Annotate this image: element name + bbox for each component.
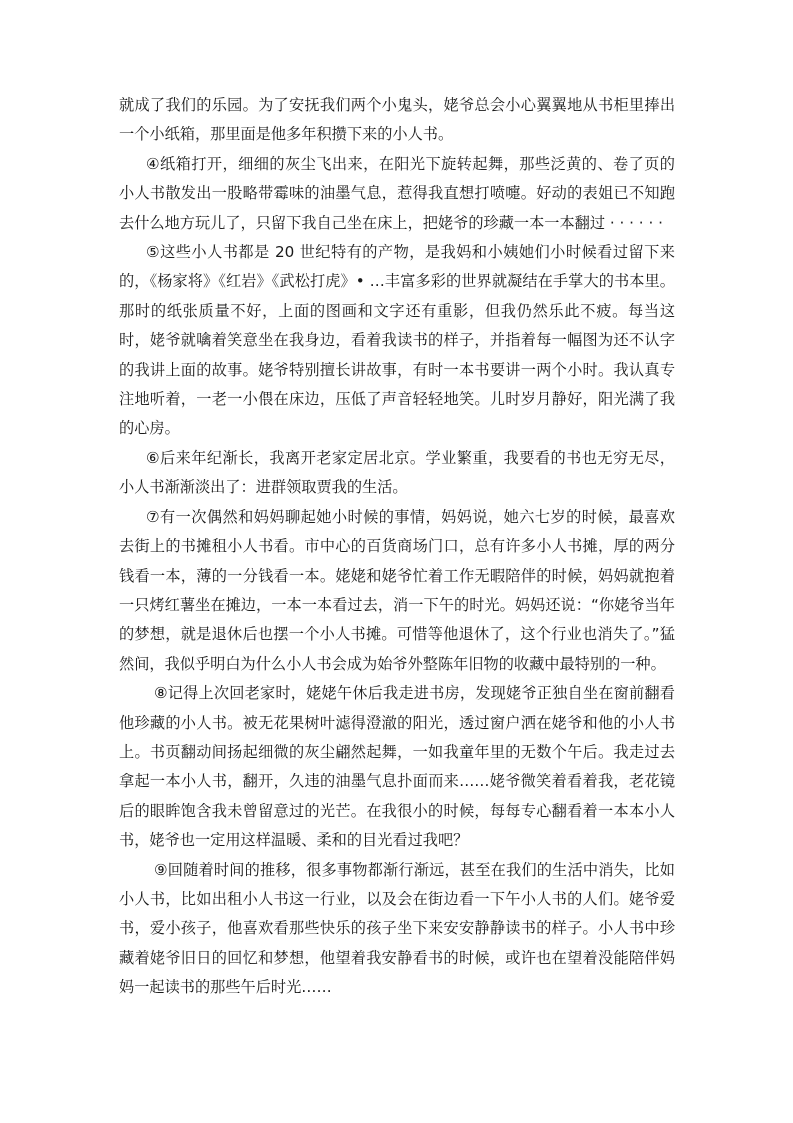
paragraph-3-continuation: 就成了我们的乐园。为了安抚我们两个小鬼头，姥爷总会小心翼翼地从书柜里捧出一个小纸箱，那里面是他多年积攒下来的小人书。 [119,96,675,144]
paragraph-4: ④纸箱打开，细细的灰尘飞出来，在阳光下旋转起舞，那些泛黄的、卷了页的小人书散发出一股略带霉味的油墨气息，惹得我直想打喷嚏。好动的表姐已不知跑去什么地方玩儿了，只留下我自己坐在床上，把姥爷的珍藏一本一本翻过 · · · · · · [119,154,675,232]
paragraph-5: ⑤这些小人书都是 20 世纪特有的产物，是我妈和小姨她们小时候看过留下来的，《杨家将》《红岩》《武松打虎》• …丰富多彩的世界就凝结在手掌大的书本里。那时的纸张质量不好，上面的图画和文字还有重影，但我仍然乐此不疲。每当这时，姥爷就噙着笑意坐在我身边，看着我读书的样子，并指着每一幅图为还不认字的我讲上面的故事。姥爷特别擅长讲故事，有时一本书要讲一两个小时。我认真专注地听着，一老一小偎在床边，压低了声音轻轻地笑。儿时岁月静好，阳光满了我的心房。 [119,243,675,438]
paragraph-9: ⑨回随着时间的推移，很多事物都渐行渐远，甚至在我们的生活中消失，比如小人书，比如出租小人书这一行业，以及会在街边看一下午小人书的人们。姥爷爱书，爱小孩子，他喜欢看那些快乐的孩子坐下来安安静静读书的样子。小人书中珍藏着姥爷旧日的回忆和梦想，他望着我安静看书的时候，或许也在望着没能陪伴妈妈一起读书的那些午后时光…… [119,860,675,997]
document-body [119,91,675,1003]
paragraph-6: ⑥后来年纪渐长，我离开老家定居北京。学业繁重，我要看的书也无穷无尽，小人书渐渐淡出了：进群领取贾我的生活。 [119,448,675,497]
paragraph-7: ⑦有一次偶然和妈妈聊起她小时候的事情，妈妈说，她六七岁的时候，最喜欢去街上的书摊租小人书看。市中心的百货商场门口，总有许多小人书摊，厚的两分钱看一本，薄的一分钱看一本。姥姥和姥爷忙着工作无暇陪伴的时候，妈妈就抱着一只烤红薯坐在摊边，一本一本看过去，消一下午的时光。妈妈还说：“你姥爷当年的梦想，就是退休后也摆一个小人书摊。可惜等他退休了，这个行业也消失了。”猛然间，我似乎明白为什么小人书会成为始爷外整陈年旧物的收藏中最特别的一种。 [119,507,675,673]
paragraph-8: ⑧记得上次回老家时，姥姥午休后我走进书房，发现姥爷正独自坐在窗前翻看他珍藏的小人书。被无花果树叶滤得澄澈的阳光，透过窗户洒在姥爷和他的小人书上。书页翻动间扬起细微的灰尘翩然起舞，一如我童年里的无数个午后。我走过去拿起一本小人书，翻开，久违的油墨气息扑面而来……姥爷微笑着看着我，老花镜后的眼眸饱含我未曾留意过的光芒。在我很小的时候，每每专心翻看着一本本小人书，姥爷也一定用这样温暖、柔和的目光看过我吧？ [119,684,675,850]
